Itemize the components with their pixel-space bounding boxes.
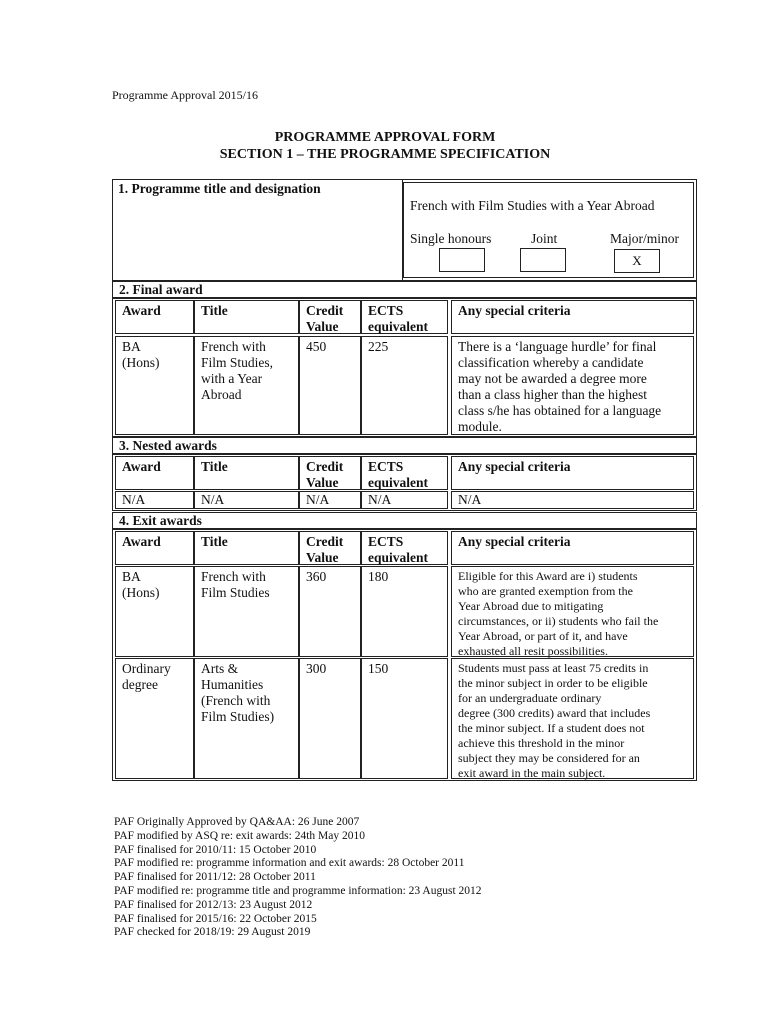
s3-credit: N/A [299, 491, 361, 509]
single-honours-checkbox[interactable] [439, 248, 485, 272]
history-line: PAF finalised for 2012/13: 23 August 2012 [114, 898, 313, 911]
s2-credit: 450 [299, 336, 361, 435]
form-title: PROGRAMME APPROVAL FORM [274, 130, 496, 145]
s2-criteria: There is a ‘language hurdle’ for final classification whereby a candidate may not be awarded a degree more than a class higher than the highest class s/he has obtained for a language module. [451, 336, 694, 435]
s4-header-title: Title [194, 531, 299, 565]
history-line: PAF modified by ASQ re: exit awards: 24th May 2010 [114, 829, 365, 842]
s4-r1-title: French with Film Studies [194, 566, 299, 657]
s3-criteria: N/A [451, 491, 694, 509]
s4-r2-criteria: Students must pass at least 75 credits in the minor subject in order to be eligible for an undergraduate ordinary degree (300 credits) award that includes the minor subject. If a student does not achieve this threshold in the minor subject they may be considered for an exit award in the main subject. [451, 658, 694, 779]
running-header: Programme Approval 2015/16 [112, 88, 258, 102]
history-line: PAF finalised for 2011/12: 28 October 2011 [114, 871, 316, 884]
history-line: PAF finalised for 2010/11: 15 October 2010 [114, 843, 317, 856]
s3-award: N/A [115, 491, 194, 509]
header-criteria: Any special criteria [451, 300, 694, 334]
section1-label-cell [112, 179, 403, 281]
s3-header-credit: Credit Value [299, 456, 361, 490]
history-line: PAF modified re: programme title and programme information: 23 August 2012 [114, 884, 482, 897]
s4-header-award: Award [115, 531, 194, 565]
s3-ects: N/A [361, 491, 448, 509]
s4-r2-award: Ordinary degree [115, 658, 194, 779]
s2-title: French with Film Studies, with a Year Abroad [194, 336, 299, 435]
history-line: PAF finalised for 2015/16: 22 October 2015 [114, 912, 317, 925]
s4-header-credit: Credit Value [299, 531, 361, 565]
header-ects: ECTS equivalent [361, 300, 448, 334]
history-line: PAF Originally Approved by QA&AA: 26 June 2007 [114, 816, 360, 828]
s4-r1-award: BA (Hons) [115, 566, 194, 657]
major-minor-checkbox[interactable]: X [614, 249, 660, 273]
section3-heading: 3. Nested awards [112, 437, 697, 454]
s2-ects: 225 [361, 336, 448, 435]
s4-r1-credit: 360 [299, 566, 361, 657]
s4-r1-ects: 180 [361, 566, 448, 657]
section-title: SECTION 1 – THE PROGRAMME SPECIFICATION [219, 147, 551, 162]
history-line: PAF modified re: programme information and exit awards: 28 October 2011 [114, 857, 465, 870]
s3-header-award: Award [115, 456, 194, 490]
header-award: Award [115, 300, 194, 334]
s2-award: BA (Hons) [115, 336, 194, 435]
revision-history [114, 816, 482, 940]
s4-r2-title: Arts & Humanities (French with Film Studies) [194, 658, 299, 779]
s4-r1-criteria: Eligible for this Award are i) students who are granted exemption from the Year Abroad due to mitigating circumstances, or ii) students who fail the Year Abroad, or part of it, and have exhausted all resit possibilities. [451, 566, 694, 657]
option-single-honours: Single honours [410, 231, 492, 246]
header-credit: Credit Value [299, 300, 361, 334]
s3-header-ects: ECTS equivalent [361, 456, 448, 490]
header-title: Title [194, 300, 299, 334]
s4-r2-ects: 150 [361, 658, 448, 779]
s4-r2-credit: 300 [299, 658, 361, 779]
history-line: PAF checked for 2018/19: 29 August 2019 [114, 926, 311, 939]
section1-heading: 1. Programme title and designation [118, 181, 321, 196]
s3-title: N/A [194, 491, 299, 509]
s4-header-criteria: Any special criteria [451, 531, 694, 565]
option-joint: Joint [531, 231, 558, 246]
option-major-minor: Major/minor [610, 231, 679, 246]
s3-header-criteria: Any special criteria [451, 456, 694, 490]
s4-header-ects: ECTS equivalent [361, 531, 448, 565]
section2-heading: 2. Final award [112, 281, 697, 298]
s3-header-title: Title [194, 456, 299, 490]
section4-heading: 4. Exit awards [112, 512, 697, 529]
joint-checkbox[interactable] [520, 248, 566, 272]
programme-title: French with Film Studies with a Year Abroad [410, 198, 655, 213]
